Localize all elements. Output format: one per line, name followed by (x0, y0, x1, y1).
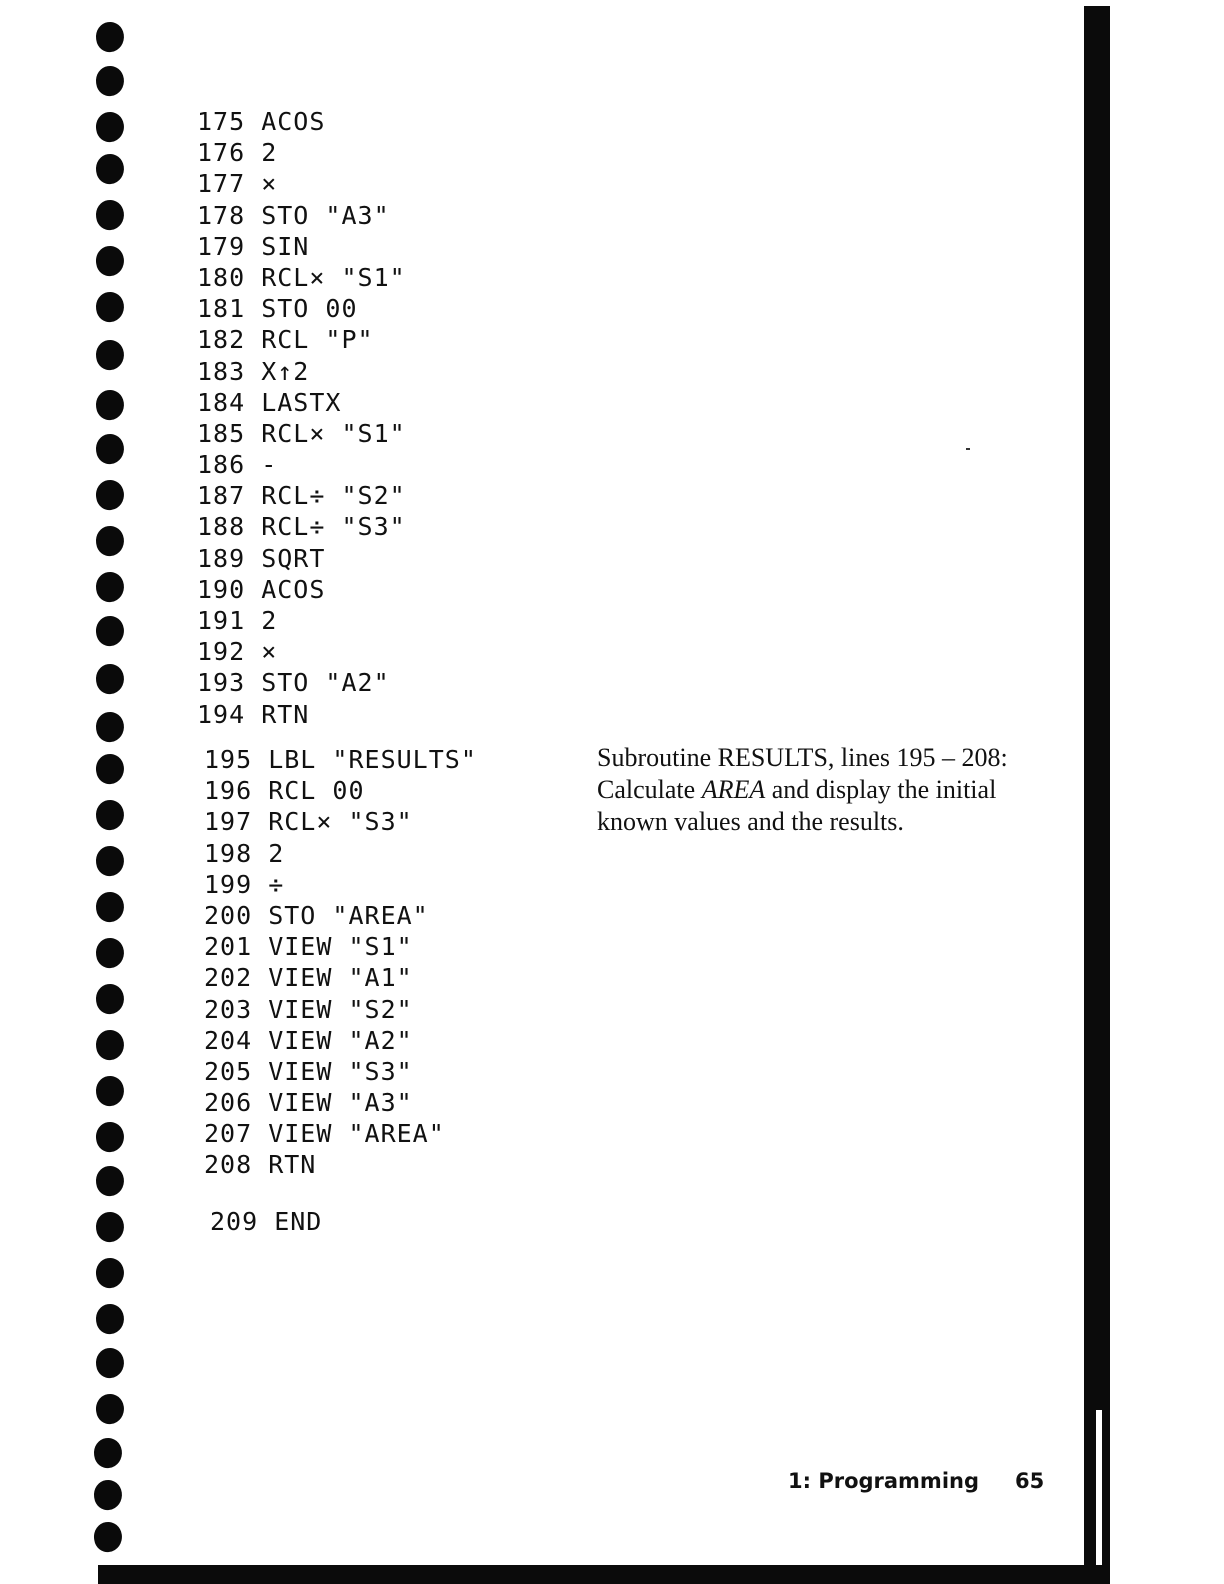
binder-hole (94, 1256, 126, 1290)
binder-hole (94, 982, 126, 1016)
program-line: 185 RCL× "S1" (197, 418, 406, 448)
binder-hole (94, 338, 126, 372)
page-right-border (1084, 6, 1110, 1580)
binder-hole (94, 752, 126, 786)
binder-hole (94, 110, 126, 144)
binder-hole (94, 1074, 126, 1108)
program-listing-block-2 (204, 744, 477, 1181)
program-line: 199 ÷ (204, 869, 285, 899)
binder-hole (94, 1028, 126, 1062)
program-line: 196 RCL 00 (204, 776, 365, 806)
program-line: 178 STO "A3" (197, 200, 390, 230)
note-area-term: AREA (701, 775, 766, 804)
binder-hole (94, 244, 126, 278)
note-line-1: Subroutine RESULTS, lines 195 – 208: (597, 743, 1008, 772)
binder-hole (94, 198, 126, 232)
binder-hole (94, 844, 126, 878)
program-line: 205 VIEW "S3" (204, 1056, 413, 1086)
scan-speck (966, 448, 970, 450)
page-footer (788, 1469, 1044, 1493)
note-line-3: known values and the results. (597, 807, 904, 836)
binder-hole (94, 478, 126, 512)
program-line: 193 STO "A2" (197, 668, 390, 698)
note-line-2-pre: Calculate (597, 775, 702, 804)
program-line: 176 2 (197, 138, 278, 168)
binder-holes (96, 14, 140, 1574)
footer-section-title: 1: Programming (788, 1469, 979, 1493)
program-line: 184 LASTX (197, 387, 342, 417)
binder-hole (94, 890, 126, 924)
program-line: 177 × (197, 169, 278, 199)
binder-hole (94, 710, 126, 744)
program-line: 181 STO 00 (197, 294, 358, 324)
page-right-border-gap (1094, 1410, 1102, 1580)
program-line: 192 × (197, 637, 278, 667)
program-line: 175 ACOS (197, 107, 326, 136)
program-listing-block-3 (210, 1206, 322, 1237)
binder-hole (92, 1478, 124, 1512)
program-line: 202 VIEW "A1" (204, 963, 413, 993)
binder-hole (94, 290, 126, 324)
binder-hole (94, 614, 126, 648)
program-line: 200 STO "AREA" (204, 900, 429, 930)
program-line: 179 SIN (197, 231, 310, 261)
binder-hole (94, 1120, 126, 1154)
binder-hole (92, 1520, 124, 1554)
program-line: 180 RCL× "S1" (197, 262, 406, 292)
program-line: 201 VIEW "S1" (204, 932, 413, 962)
binder-hole (94, 524, 126, 558)
subroutine-note (597, 742, 1037, 838)
program-line: 204 VIEW "A2" (204, 1025, 413, 1055)
program-line: 198 2 (204, 838, 285, 868)
binder-hole (94, 798, 126, 832)
program-listing-block-1 (197, 106, 406, 730)
program-line: 186 - (197, 450, 278, 480)
binder-hole (94, 64, 126, 98)
note-line-2-post: and display the initial (765, 775, 997, 804)
binder-hole (94, 570, 126, 604)
program-line: 197 RCL× "S3" (204, 807, 413, 837)
program-line: 209 END (210, 1207, 323, 1236)
program-line: 188 RCL÷ "S3" (197, 512, 406, 542)
program-line: 191 2 (197, 606, 278, 635)
program-line: 194 RTN (197, 699, 310, 729)
binder-hole (94, 152, 126, 186)
binder-hole (92, 1436, 124, 1470)
note-line-2 (597, 774, 1037, 806)
binder-hole (94, 388, 126, 422)
page-bottom-border (98, 1565, 1110, 1584)
program-line: 182 RCL "P" (197, 325, 374, 355)
program-line: 208 RTN (204, 1150, 317, 1180)
binder-hole (94, 1346, 126, 1380)
binder-hole (94, 936, 126, 970)
binder-hole (94, 20, 126, 54)
program-line: 206 VIEW "A3" (204, 1088, 413, 1118)
binder-hole (94, 1302, 126, 1336)
binder-hole (94, 432, 126, 466)
binder-hole (94, 1210, 126, 1244)
program-line: 195 LBL "RESULTS" (204, 745, 477, 774)
program-line: 190 ACOS (197, 574, 326, 604)
program-line: 183 X↑2 (197, 356, 310, 386)
program-line: 207 VIEW "AREA" (204, 1119, 445, 1149)
binder-hole (94, 1164, 126, 1198)
program-line: 189 SQRT (197, 543, 326, 573)
program-line: 187 RCL÷ "S2" (197, 481, 406, 511)
program-line: 203 VIEW "S2" (204, 994, 413, 1024)
binder-hole (94, 662, 126, 696)
footer-page-number: 65 (1015, 1469, 1045, 1493)
binder-hole (94, 1392, 126, 1426)
